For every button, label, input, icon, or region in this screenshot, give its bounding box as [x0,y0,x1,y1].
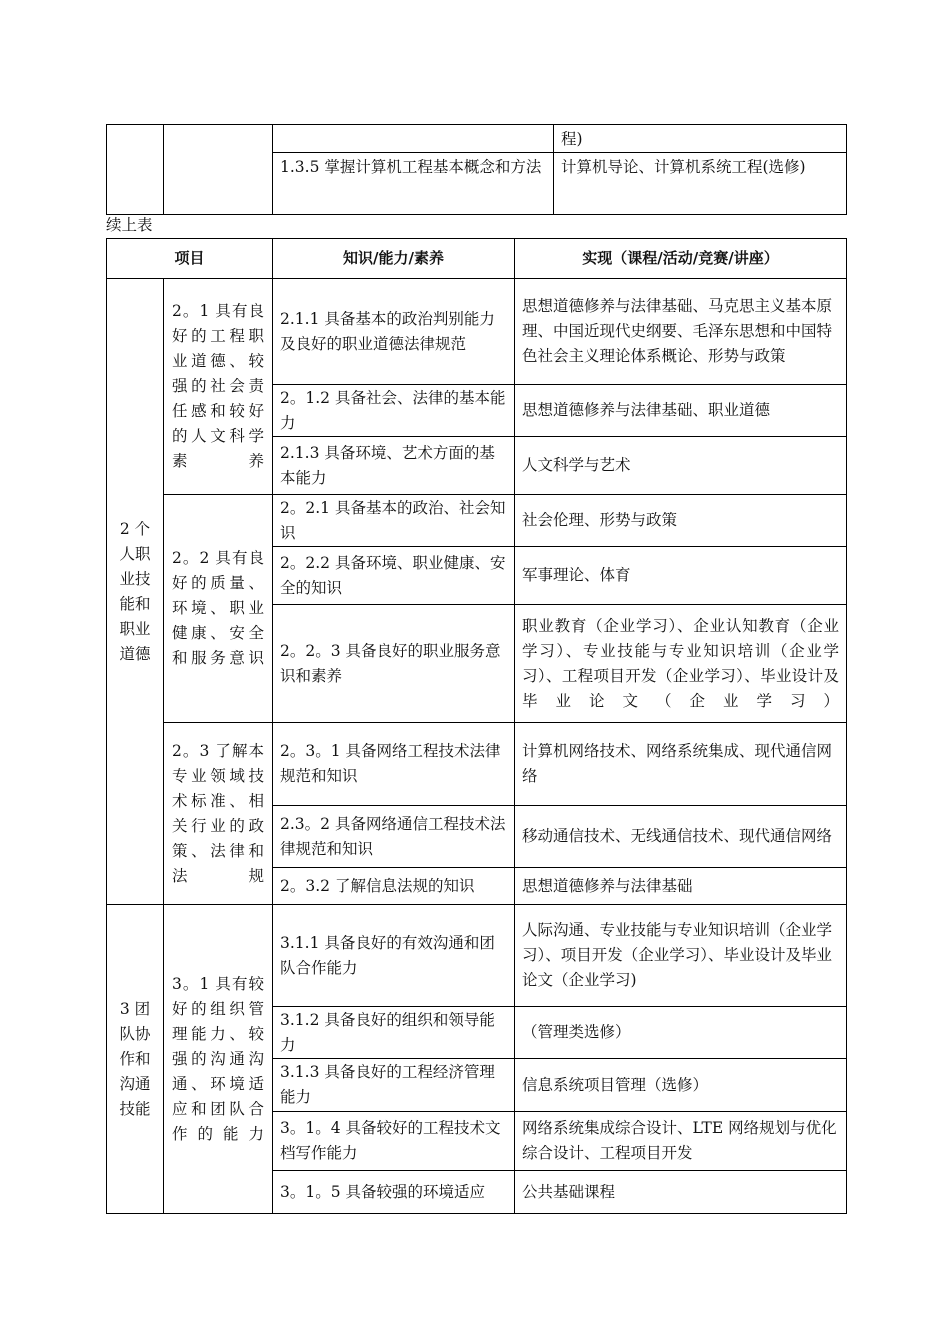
implementation-cell: 公共基础课程 [515,1171,847,1214]
knowledge-cell: 3.1.2 具备良好的组织和领导能力 [273,1007,515,1059]
implementation-cell: 人文科学与艺术 [515,437,847,495]
group-2-label: 2 个人职业技能和职业道德 [107,279,164,905]
implementation-cell: （管理类选修） [515,1007,847,1059]
implementation-cell: 计算机导论、计算机系统工程(选修) [554,153,847,215]
header-project: 项目 [107,239,273,279]
group-3-label: 3 团队协作和沟通技能 [107,905,164,1214]
table-row [107,495,847,547]
knowledge-cell: 2。3。1 具备网络工程技术法律规范和知识 [273,723,515,806]
header-implementation: 实现（课程/活动/竞赛/讲座） [515,239,847,279]
implementation-cell: 网络系统集成综合设计、LTE 网络规划与优化综合设计、工程项目开发 [515,1112,847,1171]
implementation-cell: 军事理论、体育 [515,547,847,605]
implementation-cell: 程) [554,125,847,153]
main-table [106,238,847,1214]
table-row [107,723,847,806]
knowledge-cell: 2。3.2 了解信息法规的知识 [273,868,515,905]
implementation-cell: 思想道德修养与法律基础、马克思主义基本原理、中国近现代史纲要、毛泽东思想和中国特色社会主义理论体系概论、形势与政策 [515,279,847,385]
knowledge-cell: 2.1.1 具备基本的政治判别能力及良好的职业道德法律规范 [273,279,515,385]
table-row [107,125,847,153]
knowledge-cell: 2。2.2 具备环境、职业健康、安全的知识 [273,547,515,605]
knowledge-cell: 3.1.1 具备良好的有效沟通和团队合作能力 [273,905,515,1007]
implementation-cell: 思想道德修养与法律基础 [515,868,847,905]
knowledge-cell: 2。1.2 具备社会、法律的基本能力 [273,385,515,437]
table-row [107,905,847,1007]
knowledge-cell: 2.3。2 具备网络通信工程技术法律规范和知识 [273,806,515,868]
header-row [107,239,847,279]
knowledge-cell: 1.3.5 掌握计算机工程基本概念和方法 [273,153,554,215]
implementation-cell: 思想道德修养与法律基础、职业道德 [515,385,847,437]
knowledge-cell: 3。1。5 具备较强的环境适应 [273,1171,515,1214]
knowledge-cell: 2.1.3 具备环境、艺术方面的基本能力 [273,437,515,495]
implementation-cell: 信息系统项目管理（选修） [515,1059,847,1112]
header-knowledge: 知识/能力/素养 [273,239,515,279]
knowledge-cell: 2。2.1 具备基本的政治、社会知识 [273,495,515,547]
subgroup-2-1-label: 2。1 具有良好的工程职业道德、较强的社会责任感和较好的人文科学素养 [164,279,273,495]
subgroup-3-1-label: 3。1 具有较好的组织管理能力、较强的沟通沟通、环境适应和团队合作的能力 [164,905,273,1214]
implementation-cell: 人际沟通、专业技能与专业知识培训（企业学习）、项目开发（企业学习）、毕业设计及毕业论文（企业学习) [515,905,847,1007]
table-caption: 续上表 [106,216,153,234]
top-table-fragment [106,124,847,215]
implementation-cell: 移动通信技术、无线通信技术、现代通信网络 [515,806,847,868]
implementation-cell: 社会伦理、形势与政策 [515,495,847,547]
table-row [107,279,847,385]
empty-cell [107,125,164,215]
knowledge-cell: 3.1.3 具备良好的工程经济管理能力 [273,1059,515,1112]
implementation-cell: 职业教育（企业学习）、企业认知教育（企业学习）、专业技能与专业知识培训（企业学习）、工程项目开发（企业学习）、毕业设计及毕业论文（企业学习） [515,605,847,723]
empty-cell [164,125,273,215]
subgroup-2-3-label: 2。3 了解本专业领域技术标准、相关行业的政策、法律和法规 [164,723,273,905]
knowledge-cell: 3。1。4 具备较好的工程技术文档写作能力 [273,1112,515,1171]
knowledge-cell: 2。2。3 具备良好的职业服务意识和素养 [273,605,515,723]
subgroup-2-2-label: 2。2 具有良好的质量、环境、职业健康、安全和服务意识 [164,495,273,723]
knowledge-cell [273,125,554,153]
implementation-cell: 计算机网络技术、网络系统集成、现代通信网络 [515,723,847,806]
